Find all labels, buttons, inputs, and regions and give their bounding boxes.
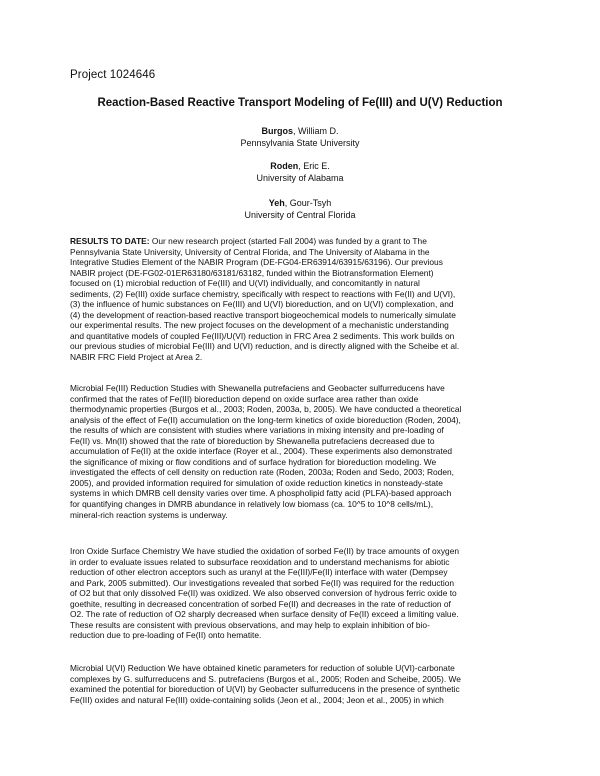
author-surname: Yeh [268,198,285,208]
paragraph-u-reduction: Microbial U(VI) Reduction We have obtained kinetic parameters for reduction of soluble U(VI)-carbonate complexes by G. sulfurreducens and S. putrefaciens (Burgos et al., 2005; Roden and Scheibe, 2005). We examined the potential for bioreduction of U(VI) by Geobacter sulfurreducens in the presence of synthetic Fe(III) oxides and natural Fe(III) oxide-containing solids (Jeon et al., 2004; Jeon et al., 2005) in which [70,663,461,705]
author-name [0,125,600,137]
results-label: RESULTS TO DATE: [70,236,150,246]
author-given-name: , Gour-Tsyh [284,198,332,208]
paragraph-fe-reduction: Microbial Fe(III) Reduction Studies with Shewanella putrefaciens and Geobacter sulfurreducens have confirmed that the rates of Fe(III) bioreduction depend on oxide surface area rather than oxide thermodynamic properties (Burgos et al., 2003; Roden, 2003a, b, 2005). We have conducted a theoretical analysis of the effect of Fe(II) accumulation on the long-term kinetics of oxide bioreduction (Roden, 2004), the results of which are consistent with studies where variations in mixing intensity and pre-loading of Fe(II) vs. Mn(II) showed that the rate of bioreduction by Shewanella putrefaciens decreased due to accumulation of Fe(II) at the oxide interface (Royer et al., 2004). These experiments also demonstrated the significance of mixing or flow conditions and of surface hydration for bioreduction modeling. We investigated the effects of cell density on reduction rate (Roden, 2003a; Roden and Sedo, 2003; Roden, 2005), and provided information required for simulation of oxide reduction kinetics in nonsteady-state systems in which DMRB cell density varies over time. A phospholipid fatty acid (PLFA)-based approach for quantifying changes in DMRB abundance in relatively low biomass (ca. 10^5 to 10^8 cells/mL), mineral-rich reaction systems is underway. [70,383,462,520]
author-affiliation: University of Alabama [256,173,344,183]
author-surname: Burgos [261,126,293,136]
results-paragraph [70,236,532,363]
paragraph-iron-oxide-chemistry: Iron Oxide Surface Chemistry We have studied the oxidation of sorbed Fe(II) by trace amounts of oxygen in order to evaluate issues related to subsurface reoxidation and to understand mechanisms for abiotic reduction of other electron acceptors such as uranyl at the Fe(III)/Fe(II) interface with water (Dempsey and Park, 2005 submitted). Our investigations revealed that sorbed Fe(II) was required for the reduction of O2 but that only dissolved Fe(II) was oxidized. We also observed conversion of hydrous ferric oxide to goethite, resulting in decreased concentration of sorbed Fe(II) and decreases in the rate of reduction of O2. The rate of reduction of O2 sharply decreased when surface density of Fe(II) exceed a limiting value. These results are consistent with previous observations, and may help to explain inhibition of bio- reduction due to pre-loading of Fe(II) onto hematite. [70,546,460,641]
author-affiliation: University of Central Florida [244,210,356,220]
author-block [0,160,600,184]
project-number: Project 1024646 [70,69,156,81]
author-block [0,125,600,149]
author-given-name: , Eric E. [298,161,330,171]
document-title: Reaction-Based Reactive Transport Modeling of Fe(III) and U(V) Reduction [97,97,503,109]
author-name [0,160,600,172]
author-surname: Roden [270,161,299,171]
author-block [0,197,600,221]
author-given-name: , William D. [293,126,339,136]
author-name [0,197,600,209]
author-affiliation: Pennsylvania State University [240,138,360,148]
results-text: Our new research project (started Fall 2004) was funded by a grant to The Pennsylvania State University, University of Central Florida, and The University of Alabama in the Integrative Studies Element of the NABIR Program (DE-FG04-ER63914/63915/63196). Our previous NABIR project (DE-FG02-01ER63180/63181/63182, funded within the Biotransformation Element) focused on (1) microbial reduction of Fe(III) and U(VI) individually, and concomitantly in natural sediments, (2) Fe(III) oxide surface chemistry, specifically with respect to reactions with Fe(II) and U(VI), (3) the influence of humic substances on Fe(III) and U(VI) bioreduction, and on U(VI) complexation, and (4) the development of reaction-based reactive transport biogeochemical models to numerically simulate our experimental results. The new project focuses on the development of a mechanistic understanding and quantitative models of coupled Fe(III)/U(VI) reduction in FRC Area 2 sediments. This work builds on our previous studies of microbial Fe(III) and U(VI) reduction, and is directly aligned with the Scheibe et al. NABIR FRC Field Project at Area 2. [70,236,460,363]
